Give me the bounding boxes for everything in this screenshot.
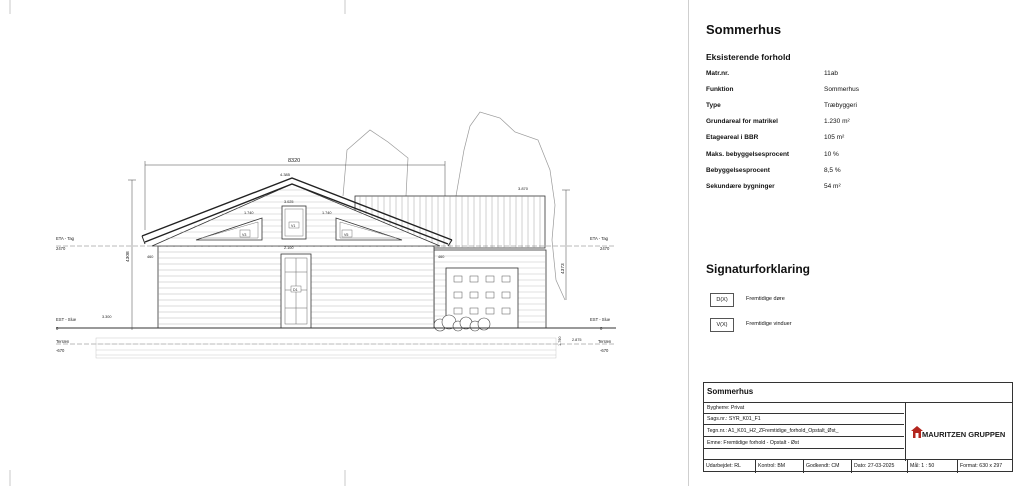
info-row-value: Træbyggeri [824, 102, 857, 109]
dim-left-height: 4308 [126, 251, 131, 262]
info-row-label: Sekundære bygninger [706, 183, 775, 190]
legend-symbol-window: V(X) [710, 318, 734, 332]
tree-outline-left [343, 130, 408, 196]
existing-conditions-heading: Eksisterende forhold [706, 52, 791, 62]
dim-top: 4.385 [280, 172, 291, 177]
right-level-1-name: ETA - Tag [590, 236, 608, 241]
legend-title: Signaturforklaring [706, 262, 811, 276]
info-row [706, 70, 906, 82]
right-level-2-value: 0 [600, 326, 603, 331]
dim-3300: 3.300 [102, 315, 112, 319]
info-row-label: Bebyggelsesprocent [706, 167, 770, 174]
left-level-2-name: EST - Slue [56, 317, 77, 322]
info-row-value: 105 m² [824, 134, 845, 141]
dim-460-right: 460 [438, 255, 445, 259]
upper-window [282, 206, 306, 239]
info-row [706, 167, 906, 179]
info-row [706, 183, 906, 195]
right-level-2-name: EST - Slue [590, 317, 611, 322]
window-tag-v1: V1 [291, 224, 296, 228]
right-level-3-value: -670 [600, 348, 609, 353]
project-title: Sommerhus [706, 22, 782, 37]
left-level-3-value: -670 [56, 348, 65, 353]
footer-prepared-by: Udarbejdet: RL [704, 460, 756, 473]
info-row-value: 10 % [824, 151, 839, 158]
dim-total: 8320 [288, 158, 301, 164]
info-row [706, 102, 906, 114]
left-level-1-name: ETA - Tag [56, 236, 74, 241]
info-row-label: Grundareal for matrikel [706, 118, 778, 125]
title-block-drawing-number: Tegn.nr.: A1_K01_H2_ZFremtidige_forhold_Opstalt_Øst_ [704, 425, 904, 437]
legend-label: Fremtidige døre [746, 296, 785, 302]
right-level-1-value: 2470 [600, 246, 610, 251]
eave-left [142, 236, 145, 244]
info-row-label: Type [706, 102, 721, 109]
height-dimension-right [562, 190, 570, 300]
dim-1740-left: 1.740 [244, 211, 254, 215]
info-row-value: 11ab [824, 70, 838, 77]
legend-symbol-door: D(X) [710, 293, 734, 307]
info-row-value: 1.230 m² [824, 118, 850, 125]
info-row [706, 118, 906, 130]
company-logo [905, 403, 1013, 461]
title-block-subject: Emne: Fremtidige forhold - Opstalt - Øst [704, 437, 904, 449]
info-row [706, 86, 906, 98]
sheet-divider [688, 0, 689, 486]
footer-format: Format: 630 x 297 [960, 463, 1003, 469]
title-block-title: Sommerhus [704, 383, 1012, 403]
left-level-3-name: Terræn [56, 339, 70, 344]
dim-1740-right: 1.740 [322, 211, 332, 215]
info-row [706, 151, 906, 163]
footer-approved-by: Godkendt: CM [804, 460, 852, 473]
dim-2875: 2.875 [572, 338, 582, 342]
footer-date: Dato: 27-03-2025 [852, 460, 908, 473]
window-tag-v5: V5 [344, 233, 349, 237]
title-block [703, 382, 1013, 472]
left-level-2-value: 0 [56, 326, 59, 331]
left-level-1-value: 2470 [56, 246, 66, 251]
dim-1790: 1.790 [558, 336, 562, 346]
dim-right-height: 4373 [561, 263, 566, 274]
door-tag-d1: D1 [293, 288, 298, 292]
info-row-label: Matr.nr. [706, 70, 730, 77]
foundation-hatch [96, 338, 556, 358]
dim-ridge-right: 3.870 [518, 186, 529, 191]
dim-3025: 3.025 [284, 200, 294, 204]
window-tag-v3: V3 [242, 233, 247, 237]
footer-checked-by: Kontrol: BM [756, 460, 804, 473]
title-block-case-number: Sags.nr.: SYR_K01_F1 [704, 414, 904, 425]
info-row-value: 8,5 % [824, 167, 841, 174]
dim-2100: 2.100 [284, 246, 294, 250]
title-block-footer [704, 459, 1012, 473]
info-row-value: Sommerhus [824, 86, 860, 93]
title-block-client: Bygherre: Privat [704, 403, 904, 414]
info-row-label: Maks. bebyggelsesprocent [706, 151, 790, 158]
company-name: MAURITZEN GRUPPEN [922, 430, 1006, 439]
legend-label: Fremtidige vinduer [746, 321, 792, 327]
info-row-label: Etageareal i BBR [706, 134, 759, 141]
info-row-label: Funktion [706, 86, 734, 93]
right-level-3-name: Terræn [598, 339, 612, 344]
dim-460-left: 460 [147, 255, 154, 259]
footer-scale: Mål: 1 : 50 [908, 460, 958, 473]
info-row [706, 134, 906, 146]
info-row-value: 54 m² [824, 183, 841, 190]
